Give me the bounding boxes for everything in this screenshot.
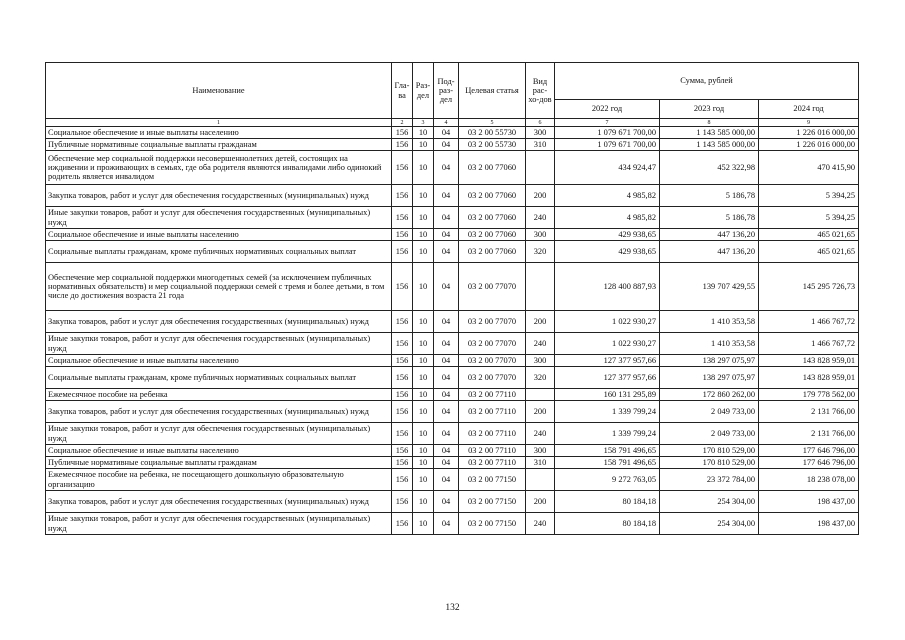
row-razdel: 10 bbox=[413, 513, 434, 535]
col-index: 7 bbox=[555, 119, 660, 127]
row-vid: 200 bbox=[526, 311, 555, 333]
table-row bbox=[46, 445, 859, 457]
row-podrazdel: 04 bbox=[434, 229, 459, 241]
table-row bbox=[46, 457, 859, 469]
row-podrazdel: 04 bbox=[434, 185, 459, 207]
row-target: 03 2 00 77150 bbox=[459, 491, 526, 513]
row-target: 03 2 00 77070 bbox=[459, 311, 526, 333]
row-amount-2022: 158 791 496,65 bbox=[555, 457, 660, 469]
row-name: Обеспечение мер социальной поддержки несовершеннолетних детей, состоящих на иждивении и проживающих в семьях, где оба родителя являются инвалидами либо одинокий родитель является инвалидом bbox=[46, 151, 392, 185]
row-name: Публичные нормативные социальные выплаты гражданам bbox=[46, 457, 392, 469]
table-row bbox=[46, 491, 859, 513]
table-row bbox=[46, 127, 859, 139]
table-row bbox=[46, 513, 859, 535]
row-podrazdel: 04 bbox=[434, 139, 459, 151]
row-razdel: 10 bbox=[413, 311, 434, 333]
table-row bbox=[46, 355, 859, 367]
row-podrazdel: 04 bbox=[434, 151, 459, 185]
row-name: Закупка товаров, работ и услуг для обеспечения государственных (муниципальных) нужд bbox=[46, 185, 392, 207]
row-amount-2022: 1 339 799,24 bbox=[555, 423, 660, 445]
row-amount-2024: 1 226 016 000,00 bbox=[759, 127, 859, 139]
row-vid: 320 bbox=[526, 241, 555, 263]
header-podrazdel: Под-раз-дел bbox=[434, 63, 459, 119]
row-podrazdel: 04 bbox=[434, 401, 459, 423]
row-target: 03 2 00 77110 bbox=[459, 389, 526, 401]
row-target: 03 2 00 77060 bbox=[459, 241, 526, 263]
table-row bbox=[46, 469, 859, 491]
row-glava: 156 bbox=[392, 389, 413, 401]
row-vid: 300 bbox=[526, 127, 555, 139]
row-amount-2022: 158 791 496,65 bbox=[555, 445, 660, 457]
row-name: Социальное обеспечение и иные выплаты населению bbox=[46, 127, 392, 139]
row-glava: 156 bbox=[392, 469, 413, 491]
row-vid: 200 bbox=[526, 185, 555, 207]
row-amount-2024: 143 828 959,01 bbox=[759, 355, 859, 367]
row-target: 03 2 00 77060 bbox=[459, 207, 526, 229]
row-target: 03 2 00 77060 bbox=[459, 185, 526, 207]
row-podrazdel: 04 bbox=[434, 355, 459, 367]
header-razdel: Раз-дел bbox=[413, 63, 434, 119]
row-amount-2022: 128 400 887,93 bbox=[555, 263, 660, 311]
row-podrazdel: 04 bbox=[434, 513, 459, 535]
col-index: 5 bbox=[459, 119, 526, 127]
row-podrazdel: 04 bbox=[434, 389, 459, 401]
row-name: Иные закупки товаров, работ и услуг для обеспечения государственных (муниципальных) нужд bbox=[46, 513, 392, 535]
row-amount-2022: 127 377 957,66 bbox=[555, 355, 660, 367]
table-row bbox=[46, 333, 859, 355]
row-amount-2024: 1 226 016 000,00 bbox=[759, 139, 859, 151]
row-amount-2022: 4 985,82 bbox=[555, 207, 660, 229]
table-row bbox=[46, 401, 859, 423]
row-amount-2024: 1 466 767,72 bbox=[759, 333, 859, 355]
row-podrazdel: 04 bbox=[434, 445, 459, 457]
col-index: 9 bbox=[759, 119, 859, 127]
row-target: 03 2 00 77110 bbox=[459, 401, 526, 423]
row-vid: 300 bbox=[526, 445, 555, 457]
row-glava: 156 bbox=[392, 207, 413, 229]
row-vid bbox=[526, 263, 555, 311]
row-vid bbox=[526, 469, 555, 491]
table-row bbox=[46, 311, 859, 333]
table-row bbox=[46, 263, 859, 311]
row-amount-2023: 138 297 075,97 bbox=[660, 367, 759, 389]
row-amount-2024: 465 021,65 bbox=[759, 229, 859, 241]
row-amount-2022: 1 022 930,27 bbox=[555, 333, 660, 355]
row-razdel: 10 bbox=[413, 401, 434, 423]
row-amount-2023: 2 049 733,00 bbox=[660, 423, 759, 445]
row-vid: 200 bbox=[526, 401, 555, 423]
row-amount-2024: 1 466 767,72 bbox=[759, 311, 859, 333]
row-glava: 156 bbox=[392, 263, 413, 311]
header-target: Целевая статья bbox=[459, 63, 526, 119]
row-podrazdel: 04 bbox=[434, 367, 459, 389]
row-amount-2022: 1 022 930,27 bbox=[555, 311, 660, 333]
table-row bbox=[46, 207, 859, 229]
row-amount-2023: 138 297 075,97 bbox=[660, 355, 759, 367]
row-target: 03 2 00 77110 bbox=[459, 423, 526, 445]
row-podrazdel: 04 bbox=[434, 469, 459, 491]
table-row bbox=[46, 151, 859, 185]
row-amount-2023: 5 186,78 bbox=[660, 207, 759, 229]
row-name: Закупка товаров, работ и услуг для обеспечения государственных (муниципальных) нужд bbox=[46, 401, 392, 423]
row-amount-2023: 1 143 585 000,00 bbox=[660, 139, 759, 151]
row-name: Социальное обеспечение и иные выплаты населению bbox=[46, 229, 392, 241]
row-glava: 156 bbox=[392, 457, 413, 469]
row-podrazdel: 04 bbox=[434, 333, 459, 355]
row-target: 03 2 00 77150 bbox=[459, 469, 526, 491]
row-razdel: 10 bbox=[413, 457, 434, 469]
row-amount-2023: 170 810 529,00 bbox=[660, 445, 759, 457]
row-amount-2024: 470 415,90 bbox=[759, 151, 859, 185]
row-amount-2024: 177 646 796,00 bbox=[759, 445, 859, 457]
row-name: Ежемесячное пособие на ребенка bbox=[46, 389, 392, 401]
row-amount-2022: 434 924,47 bbox=[555, 151, 660, 185]
row-amount-2023: 447 136,20 bbox=[660, 241, 759, 263]
col-index: 1 bbox=[46, 119, 392, 127]
row-name: Социальные выплаты гражданам, кроме публичных нормативных социальных выплат bbox=[46, 367, 392, 389]
row-razdel: 10 bbox=[413, 229, 434, 241]
row-amount-2024: 179 778 562,00 bbox=[759, 389, 859, 401]
row-name: Иные закупки товаров, работ и услуг для обеспечения государственных (муниципальных) нужд bbox=[46, 423, 392, 445]
row-razdel: 10 bbox=[413, 367, 434, 389]
row-glava: 156 bbox=[392, 151, 413, 185]
row-name: Иные закупки товаров, работ и услуг для обеспечения государственных (муниципальных) нужд bbox=[46, 207, 392, 229]
row-target: 03 2 00 77110 bbox=[459, 445, 526, 457]
row-name: Публичные нормативные социальные выплаты гражданам bbox=[46, 139, 392, 151]
row-name: Социальные выплаты гражданам, кроме публичных нормативных социальных выплат bbox=[46, 241, 392, 263]
row-amount-2022: 1 079 671 700,00 bbox=[555, 127, 660, 139]
row-amount-2024: 198 437,00 bbox=[759, 513, 859, 535]
row-podrazdel: 04 bbox=[434, 423, 459, 445]
row-vid bbox=[526, 151, 555, 185]
header-year-2022: 2022 год bbox=[555, 100, 660, 119]
row-amount-2023: 452 322,98 bbox=[660, 151, 759, 185]
row-glava: 156 bbox=[392, 367, 413, 389]
row-amount-2024: 2 131 766,00 bbox=[759, 401, 859, 423]
row-glava: 156 bbox=[392, 229, 413, 241]
row-razdel: 10 bbox=[413, 151, 434, 185]
row-target: 03 2 00 77070 bbox=[459, 355, 526, 367]
row-target: 03 2 00 77070 bbox=[459, 333, 526, 355]
row-razdel: 10 bbox=[413, 241, 434, 263]
row-amount-2022: 9 272 763,05 bbox=[555, 469, 660, 491]
row-name: Социальное обеспечение и иные выплаты населению bbox=[46, 355, 392, 367]
header-name: Наименование bbox=[46, 63, 392, 119]
row-amount-2022: 160 131 295,89 bbox=[555, 389, 660, 401]
row-amount-2022: 1 079 671 700,00 bbox=[555, 139, 660, 151]
row-target: 03 2 00 77060 bbox=[459, 229, 526, 241]
row-amount-2024: 177 646 796,00 bbox=[759, 457, 859, 469]
row-glava: 156 bbox=[392, 185, 413, 207]
row-target: 03 2 00 77070 bbox=[459, 263, 526, 311]
row-amount-2024: 5 394,25 bbox=[759, 207, 859, 229]
col-index: 6 bbox=[526, 119, 555, 127]
row-amount-2023: 1 143 585 000,00 bbox=[660, 127, 759, 139]
row-name: Обеспечение мер социальной поддержки многодетных семей (за исключением публичных нормативных обязательств) и мер социальной поддержки семей с тремя и более детьми, в том числе до достижения возраста 21 года bbox=[46, 263, 392, 311]
row-amount-2024: 198 437,00 bbox=[759, 491, 859, 513]
row-amount-2024: 145 295 726,73 bbox=[759, 263, 859, 311]
row-target: 03 2 00 77060 bbox=[459, 151, 526, 185]
row-glava: 156 bbox=[392, 513, 413, 535]
row-razdel: 10 bbox=[413, 423, 434, 445]
row-razdel: 10 bbox=[413, 445, 434, 457]
row-name: Ежемесячное пособие на ребенка, не посещающего дошкольную образовательную организацию bbox=[46, 469, 392, 491]
header-year-2024: 2024 год bbox=[759, 100, 859, 119]
row-vid: 300 bbox=[526, 355, 555, 367]
header-sum: Сумма, рублей bbox=[555, 63, 859, 100]
row-vid: 200 bbox=[526, 491, 555, 513]
row-target: 03 2 00 55730 bbox=[459, 139, 526, 151]
row-glava: 156 bbox=[392, 423, 413, 445]
column-index-row bbox=[46, 119, 859, 127]
table-row bbox=[46, 423, 859, 445]
row-amount-2023: 5 186,78 bbox=[660, 185, 759, 207]
row-amount-2022: 4 985,82 bbox=[555, 185, 660, 207]
row-razdel: 10 bbox=[413, 469, 434, 491]
row-name: Закупка товаров, работ и услуг для обеспечения государственных (муниципальных) нужд bbox=[46, 311, 392, 333]
row-glava: 156 bbox=[392, 333, 413, 355]
row-glava: 156 bbox=[392, 401, 413, 423]
row-glava: 156 bbox=[392, 491, 413, 513]
row-amount-2023: 170 810 529,00 bbox=[660, 457, 759, 469]
row-amount-2022: 80 184,18 bbox=[555, 513, 660, 535]
table-row bbox=[46, 367, 859, 389]
row-razdel: 10 bbox=[413, 491, 434, 513]
header-vid: Вид рас-хо-дов bbox=[526, 63, 555, 119]
row-amount-2022: 429 938,65 bbox=[555, 229, 660, 241]
row-razdel: 10 bbox=[413, 185, 434, 207]
row-razdel: 10 bbox=[413, 127, 434, 139]
row-amount-2023: 23 372 784,00 bbox=[660, 469, 759, 491]
table-row bbox=[46, 389, 859, 401]
row-podrazdel: 04 bbox=[434, 207, 459, 229]
col-index: 3 bbox=[413, 119, 434, 127]
row-glava: 156 bbox=[392, 355, 413, 367]
row-amount-2023: 2 049 733,00 bbox=[660, 401, 759, 423]
col-index: 4 bbox=[434, 119, 459, 127]
row-target: 03 2 00 77070 bbox=[459, 367, 526, 389]
row-vid: 300 bbox=[526, 229, 555, 241]
row-amount-2024: 5 394,25 bbox=[759, 185, 859, 207]
col-index: 8 bbox=[660, 119, 759, 127]
row-podrazdel: 04 bbox=[434, 127, 459, 139]
row-razdel: 10 bbox=[413, 389, 434, 401]
row-amount-2023: 254 304,00 bbox=[660, 491, 759, 513]
table-row bbox=[46, 241, 859, 263]
row-amount-2024: 18 238 078,00 bbox=[759, 469, 859, 491]
row-amount-2023: 139 707 429,55 bbox=[660, 263, 759, 311]
row-podrazdel: 04 bbox=[434, 263, 459, 311]
row-podrazdel: 04 bbox=[434, 491, 459, 513]
budget-table bbox=[45, 62, 859, 535]
row-name: Социальное обеспечение и иные выплаты населению bbox=[46, 445, 392, 457]
row-glava: 156 bbox=[392, 311, 413, 333]
row-amount-2024: 2 131 766,00 bbox=[759, 423, 859, 445]
row-target: 03 2 00 77150 bbox=[459, 513, 526, 535]
table-row bbox=[46, 229, 859, 241]
row-vid bbox=[526, 389, 555, 401]
row-vid: 310 bbox=[526, 139, 555, 151]
table-row bbox=[46, 185, 859, 207]
row-amount-2023: 1 410 353,58 bbox=[660, 333, 759, 355]
row-razdel: 10 bbox=[413, 207, 434, 229]
row-vid: 240 bbox=[526, 207, 555, 229]
row-vid: 320 bbox=[526, 367, 555, 389]
row-amount-2023: 254 304,00 bbox=[660, 513, 759, 535]
row-vid: 240 bbox=[526, 513, 555, 535]
row-target: 03 2 00 77110 bbox=[459, 457, 526, 469]
row-amount-2023: 1 410 353,58 bbox=[660, 311, 759, 333]
row-razdel: 10 bbox=[413, 139, 434, 151]
row-name: Иные закупки товаров, работ и услуг для обеспечения государственных (муниципальных) нужд bbox=[46, 333, 392, 355]
row-vid: 240 bbox=[526, 333, 555, 355]
row-amount-2024: 143 828 959,01 bbox=[759, 367, 859, 389]
row-glava: 156 bbox=[392, 241, 413, 263]
row-amount-2024: 465 021,65 bbox=[759, 241, 859, 263]
row-vid: 240 bbox=[526, 423, 555, 445]
row-amount-2022: 80 184,18 bbox=[555, 491, 660, 513]
row-podrazdel: 04 bbox=[434, 241, 459, 263]
row-glava: 156 bbox=[392, 445, 413, 457]
row-amount-2022: 1 339 799,24 bbox=[555, 401, 660, 423]
page-number: 132 bbox=[445, 603, 460, 613]
header-year-2023: 2023 год bbox=[660, 100, 759, 119]
table-row bbox=[46, 139, 859, 151]
row-target: 03 2 00 55730 bbox=[459, 127, 526, 139]
row-razdel: 10 bbox=[413, 333, 434, 355]
row-glava: 156 bbox=[392, 127, 413, 139]
row-name: Закупка товаров, работ и услуг для обеспечения государственных (муниципальных) нужд bbox=[46, 491, 392, 513]
row-amount-2023: 447 136,20 bbox=[660, 229, 759, 241]
row-amount-2022: 127 377 957,66 bbox=[555, 367, 660, 389]
header-glava: Гла-ва bbox=[392, 63, 413, 119]
row-amount-2022: 429 938,65 bbox=[555, 241, 660, 263]
col-index: 2 bbox=[392, 119, 413, 127]
row-glava: 156 bbox=[392, 139, 413, 151]
row-podrazdel: 04 bbox=[434, 311, 459, 333]
row-razdel: 10 bbox=[413, 263, 434, 311]
row-amount-2023: 172 860 262,00 bbox=[660, 389, 759, 401]
row-vid: 310 bbox=[526, 457, 555, 469]
row-podrazdel: 04 bbox=[434, 457, 459, 469]
row-razdel: 10 bbox=[413, 355, 434, 367]
